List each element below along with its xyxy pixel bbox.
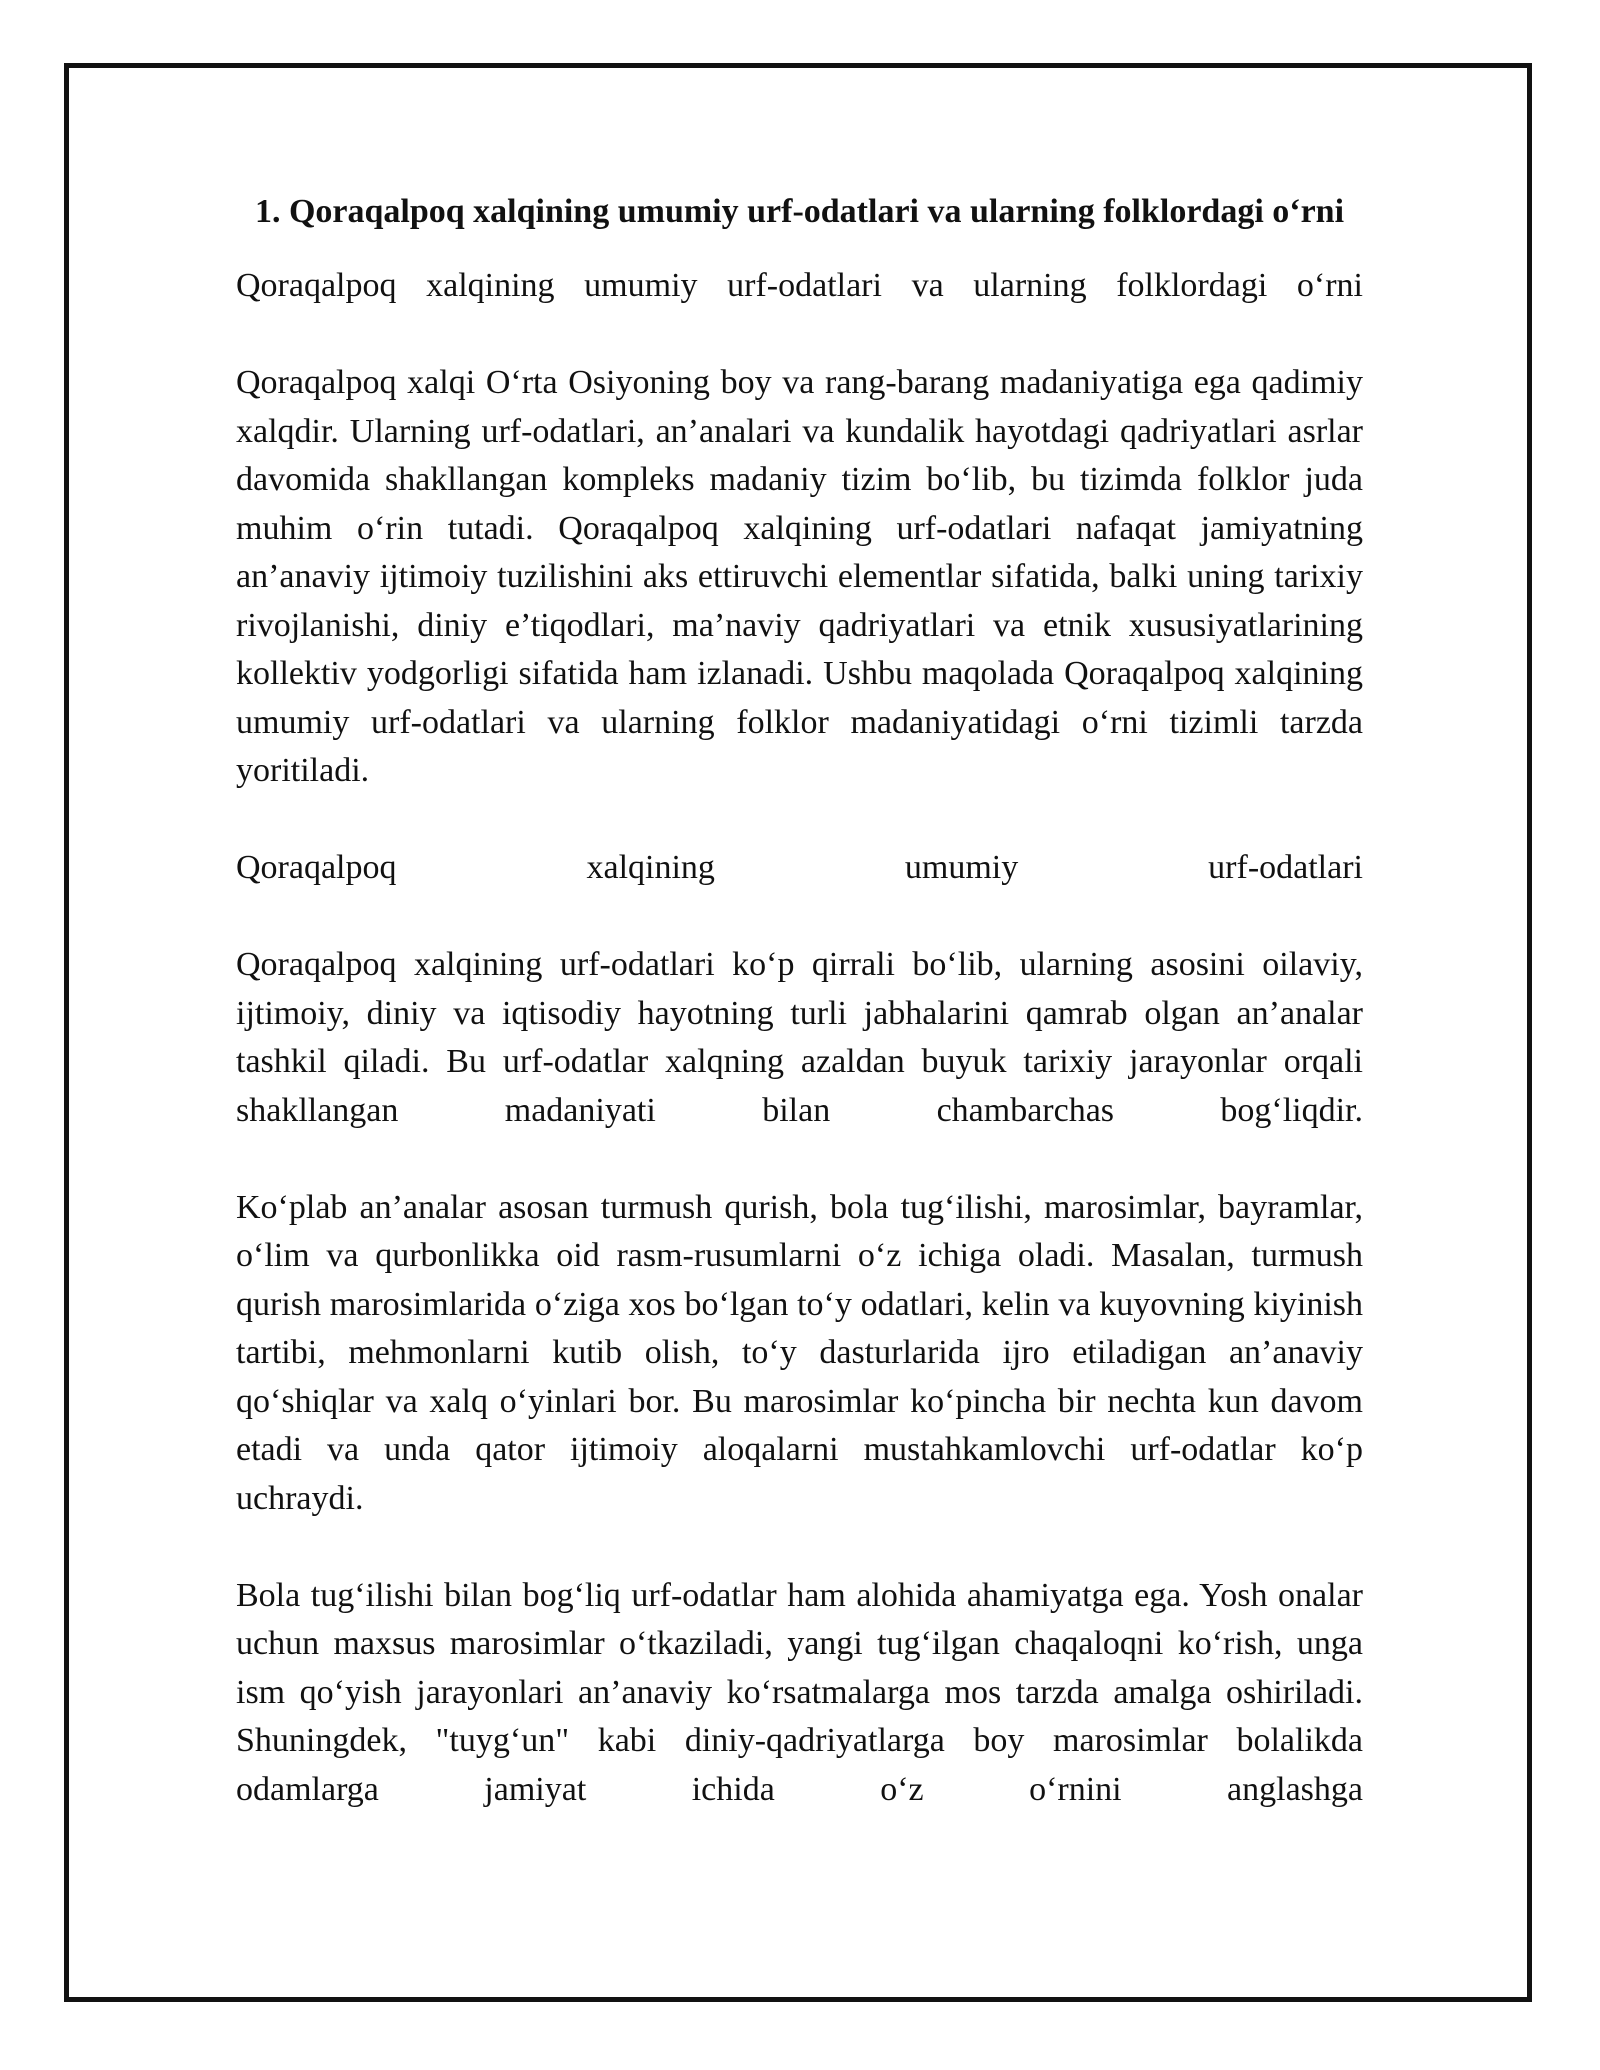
document-body xyxy=(236,188,1363,1814)
intro-heading-paragraph: Qoraqalpoq xalqining umumiy urf-odatlari va ularning folklordagi o‘rni xyxy=(236,267,1363,304)
marriage-customs-paragraph: Ko‘plab an’analar asosan turmush qurish, bola tug‘ilishi, marosimlar, bayramlar, o‘lim va qurbonlikka oid rasm-rusumlarni o‘z ichiga oladi. Masalan, turmush qurish marosimlarida o‘ziga xos bo‘lgan to‘y odatlari, kelin va kuyovning kiyinish tartibi, mehmonlarni kutib olish, to‘y dasturlarida ijro etiladigan an’anaviy qo‘shiqlar va xalq o‘yinlari bor. Bu marosimlar ko‘pincha bir nechta kun davom etadi va unda qator ijtimoiy aloqalarni mustahkamlovchi urf-odatlar ko‘p uchraydi. xyxy=(236,1188,1363,1517)
document-title: 1. Qoraqalpoq xalqining umumiy urf-odatlari va ularning folklordagi o‘rni xyxy=(254,193,1345,230)
intro-paragraph: Qoraqalpoq xalqi O‘rta Osiyoning boy va rang-barang madaniyatiga ega qadimiy xalqdir. Ularning urf-odatlari, an’analari va kundalik hayotdagi qadriyatlari asrlar davomida shakllangan kompleks madaniy tizim bo‘lib, bu tizimda folklor juda muhim o‘rin tutadi. Qoraqalpoq xalqining urf-odatlari nafaqat jamiyatning an’anaviy ijtimoiy tuzilishini aks ettiruvchi elementlar sifatida, balki uning tarixiy rivojlanishi, diniy e’tiqodlari, ma’naviy qadriyatlari va etnik xususiyatlarining kollektiv yodgorligi sifatida ham izlanadi. Ushbu maqolada Qoraqalpoq xalqining umumiy urf-odatlari va ularning folklor madaniyatidagi o‘rni tizimli tarzda yoritiladi. xyxy=(236,364,1363,789)
customs-overview-paragraph: Qoraqalpoq xalqining urf-odatlari ko‘p qirrali bo‘lib, ularning asosini oilaviy, ijtimoiy, diniy va iqtisodiy hayotning turli jabhalarini qamrab olgan an’analar tashkil qiladi. Bu urf-odatlar xalqning azaldan buyuk tarixiy jarayonlar orqali shakllangan madaniyati bilan chambarchas bog‘liqdir. xyxy=(236,946,1363,1129)
childbirth-customs-paragraph: Bola tug‘ilishi bilan bog‘liq urf-odatlar ham alohida ahamiyatga ega. Yosh onalar uchun maxsus marosimlar o‘tkaziladi, yangi tug‘ilgan chaqaloqni ko‘rish, unga ism qo‘yish jarayonlari an’anaviy ko‘rsatmalarga mos tarzda amalga oshiriladi. Shuningdek, "tuyg‘un" kabi diniy-qadriyatlarga boy marosimlar bolalikda odamlarga jamiyat ichida o‘z o‘rnini anglashga xyxy=(236,1576,1363,1808)
section-heading-paragraph: Qoraqalpoq xalqining umumiy urf-odatlari xyxy=(236,849,1363,886)
